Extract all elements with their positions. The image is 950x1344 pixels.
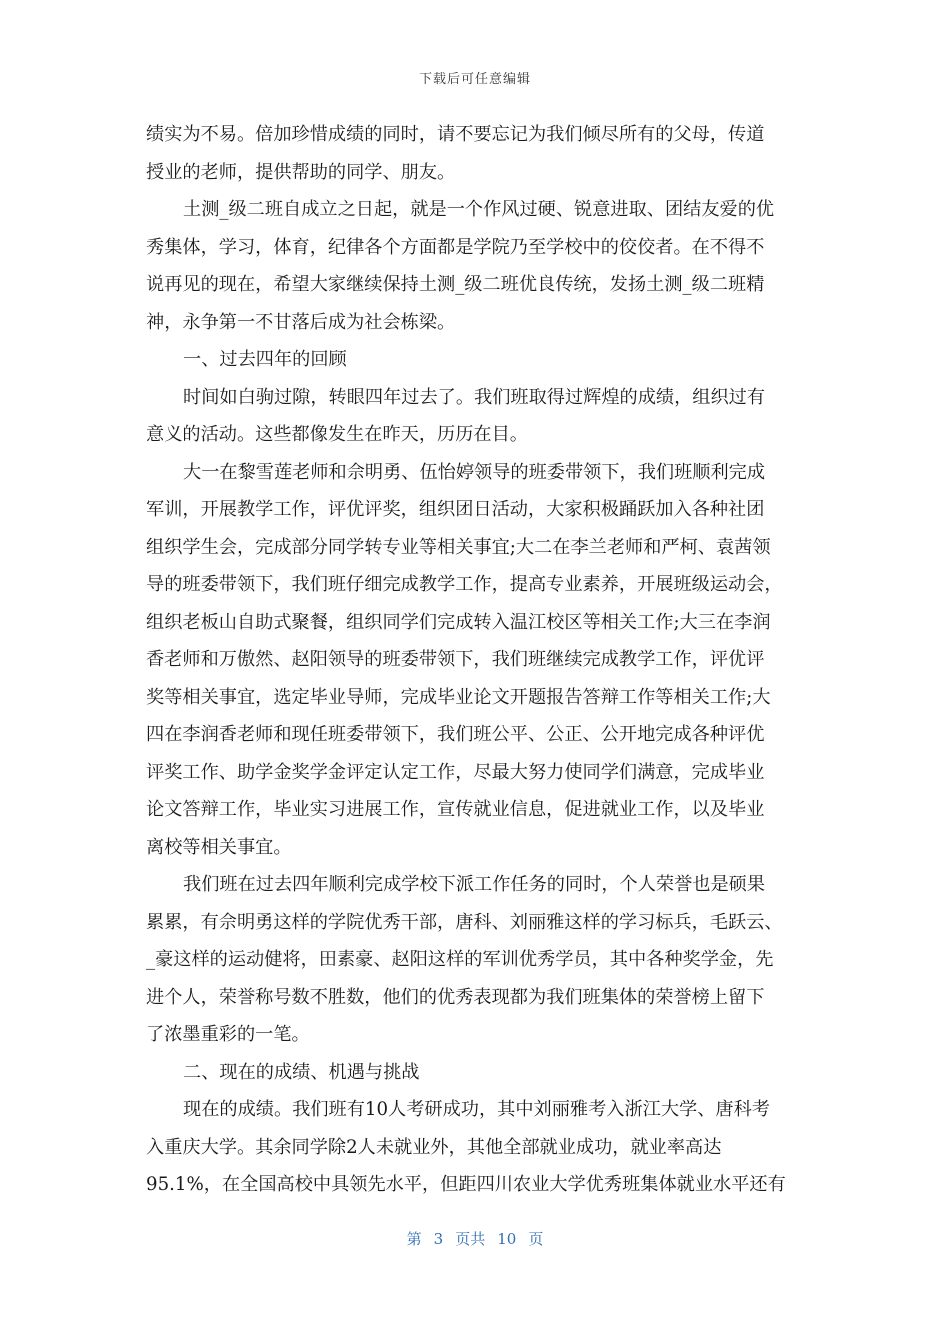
- text-line: 时间如白驹过隙，转眼四年过去了。我们班取得过辉煌的成绩，组织过有: [183, 386, 766, 408]
- page-footer: [0, 1228, 950, 1249]
- text-line: 现在的成绩。我们班有10人考研成功，其中刘丽雅考入浙江大学、唐科考: [183, 1099, 770, 1120]
- text-line: 入重庆大学。其余同学除2人未就业外，其他全部就业成功，就业率高达: [146, 1136, 722, 1158]
- footer-prefix: 第: [406, 1230, 422, 1248]
- text-line: 组织老板山自助式聚餐，组织同学们完成转入温江校区等相关工作;大三在李润: [146, 611, 771, 633]
- total-pages-number: 10: [497, 1230, 517, 1248]
- text-line: 绩实为不易。倍加珍惜成绩的同时，请不要忘记为我们倾尽所有的父母，传道: [146, 124, 765, 145]
- footer-mid: 页共: [455, 1230, 486, 1248]
- text-line: 导的班委带领下，我们班仔细完成教学工作，提高专业素养，开展班级运动会，: [146, 574, 783, 595]
- text-line: 了浓墨重彩的一笔。: [146, 1024, 310, 1045]
- text-line: 四在李润香老师和现任班委带领下，我们班公平、公正、公开地完成各种评优: [146, 724, 765, 745]
- current-page-number: 3: [433, 1230, 444, 1248]
- text-line: 意义的活动。这些都像发生在昨天，历历在目。: [146, 424, 528, 445]
- text-line: 论文答辩工作，毕业实习进展工作，宣传就业信息，促进就业工作，以及毕业: [146, 799, 765, 820]
- text-line: 评奖工作、助学金奖学金评定认定工作，尽最大努力使同学们满意，完成毕业: [146, 761, 765, 783]
- text-line: 我们班在过去四年顺利完成学校下派工作任务的同时，个人荣誉也是硕果: [183, 874, 766, 895]
- text-line: 说再见的现在，希望大家继续保持土测_级二班优良传统，发扬土测_级二班精: [146, 274, 765, 295]
- text-line: 进个人，荣誉称号数不胜数，他们的优秀表现都为我们班集体的荣誉榜上留下: [146, 986, 765, 1008]
- text-line: 神，永争第一不甘落后成为社会栋梁。: [146, 311, 456, 333]
- text-line: 土测_级二班自成立之日起，就是一个作风过硬、锐意进取、团结友爱的优: [183, 199, 775, 220]
- text-line: 二、现在的成绩、机遇与挑战: [183, 1061, 420, 1083]
- text-line: 奖等相关事宜，选定毕业导师，完成毕业论文开题报告答辩工作等相关工作;大: [146, 686, 771, 708]
- page-header: 下载后可任意编辑: [418, 72, 531, 87]
- footer-suffix: 页: [528, 1230, 544, 1248]
- text-line: _豪这样的运动健将，田素豪、赵阳这样的军训优秀学员，其中各种奖学金，先: [146, 949, 774, 970]
- text-line: 组织学生会，完成部分同学转专业等相关事宜;大二在李兰老师和严柯、袁茜领: [146, 536, 771, 558]
- text-line: 一、过去四年的回顾: [183, 349, 347, 370]
- text-line: 军训，开展教学工作，评优评奖，组织团日活动，大家积极踊跃加入各种社团: [146, 499, 765, 520]
- text-line: 香老师和万傲然、赵阳领导的班委带领下，我们班继续完成教学工作，评优评: [146, 649, 765, 670]
- text-line: 离校等相关事宜。: [146, 836, 292, 858]
- text-line: 95.1%，在全国高校中具领先水平，但距四川农业大学优秀班集体就业水平还有: [146, 1174, 786, 1195]
- text-line: 大一在黎雪莲老师和佘明勇、伍怡婷领导的班委带领下，我们班顺利完成: [183, 461, 766, 483]
- document-body: [146, 116, 810, 1204]
- text-line: 累累，有佘明勇这样的学院优秀干部，唐科、刘丽雅这样的学习标兵，毛跃云、: [146, 911, 783, 933]
- text-line: 秀集体，学习，体育，纪律各个方面都是学院乃至学校中的佼佼者。在不得不: [146, 236, 765, 258]
- text-line: 授业的老师，提供帮助的同学、朋友。: [146, 161, 456, 183]
